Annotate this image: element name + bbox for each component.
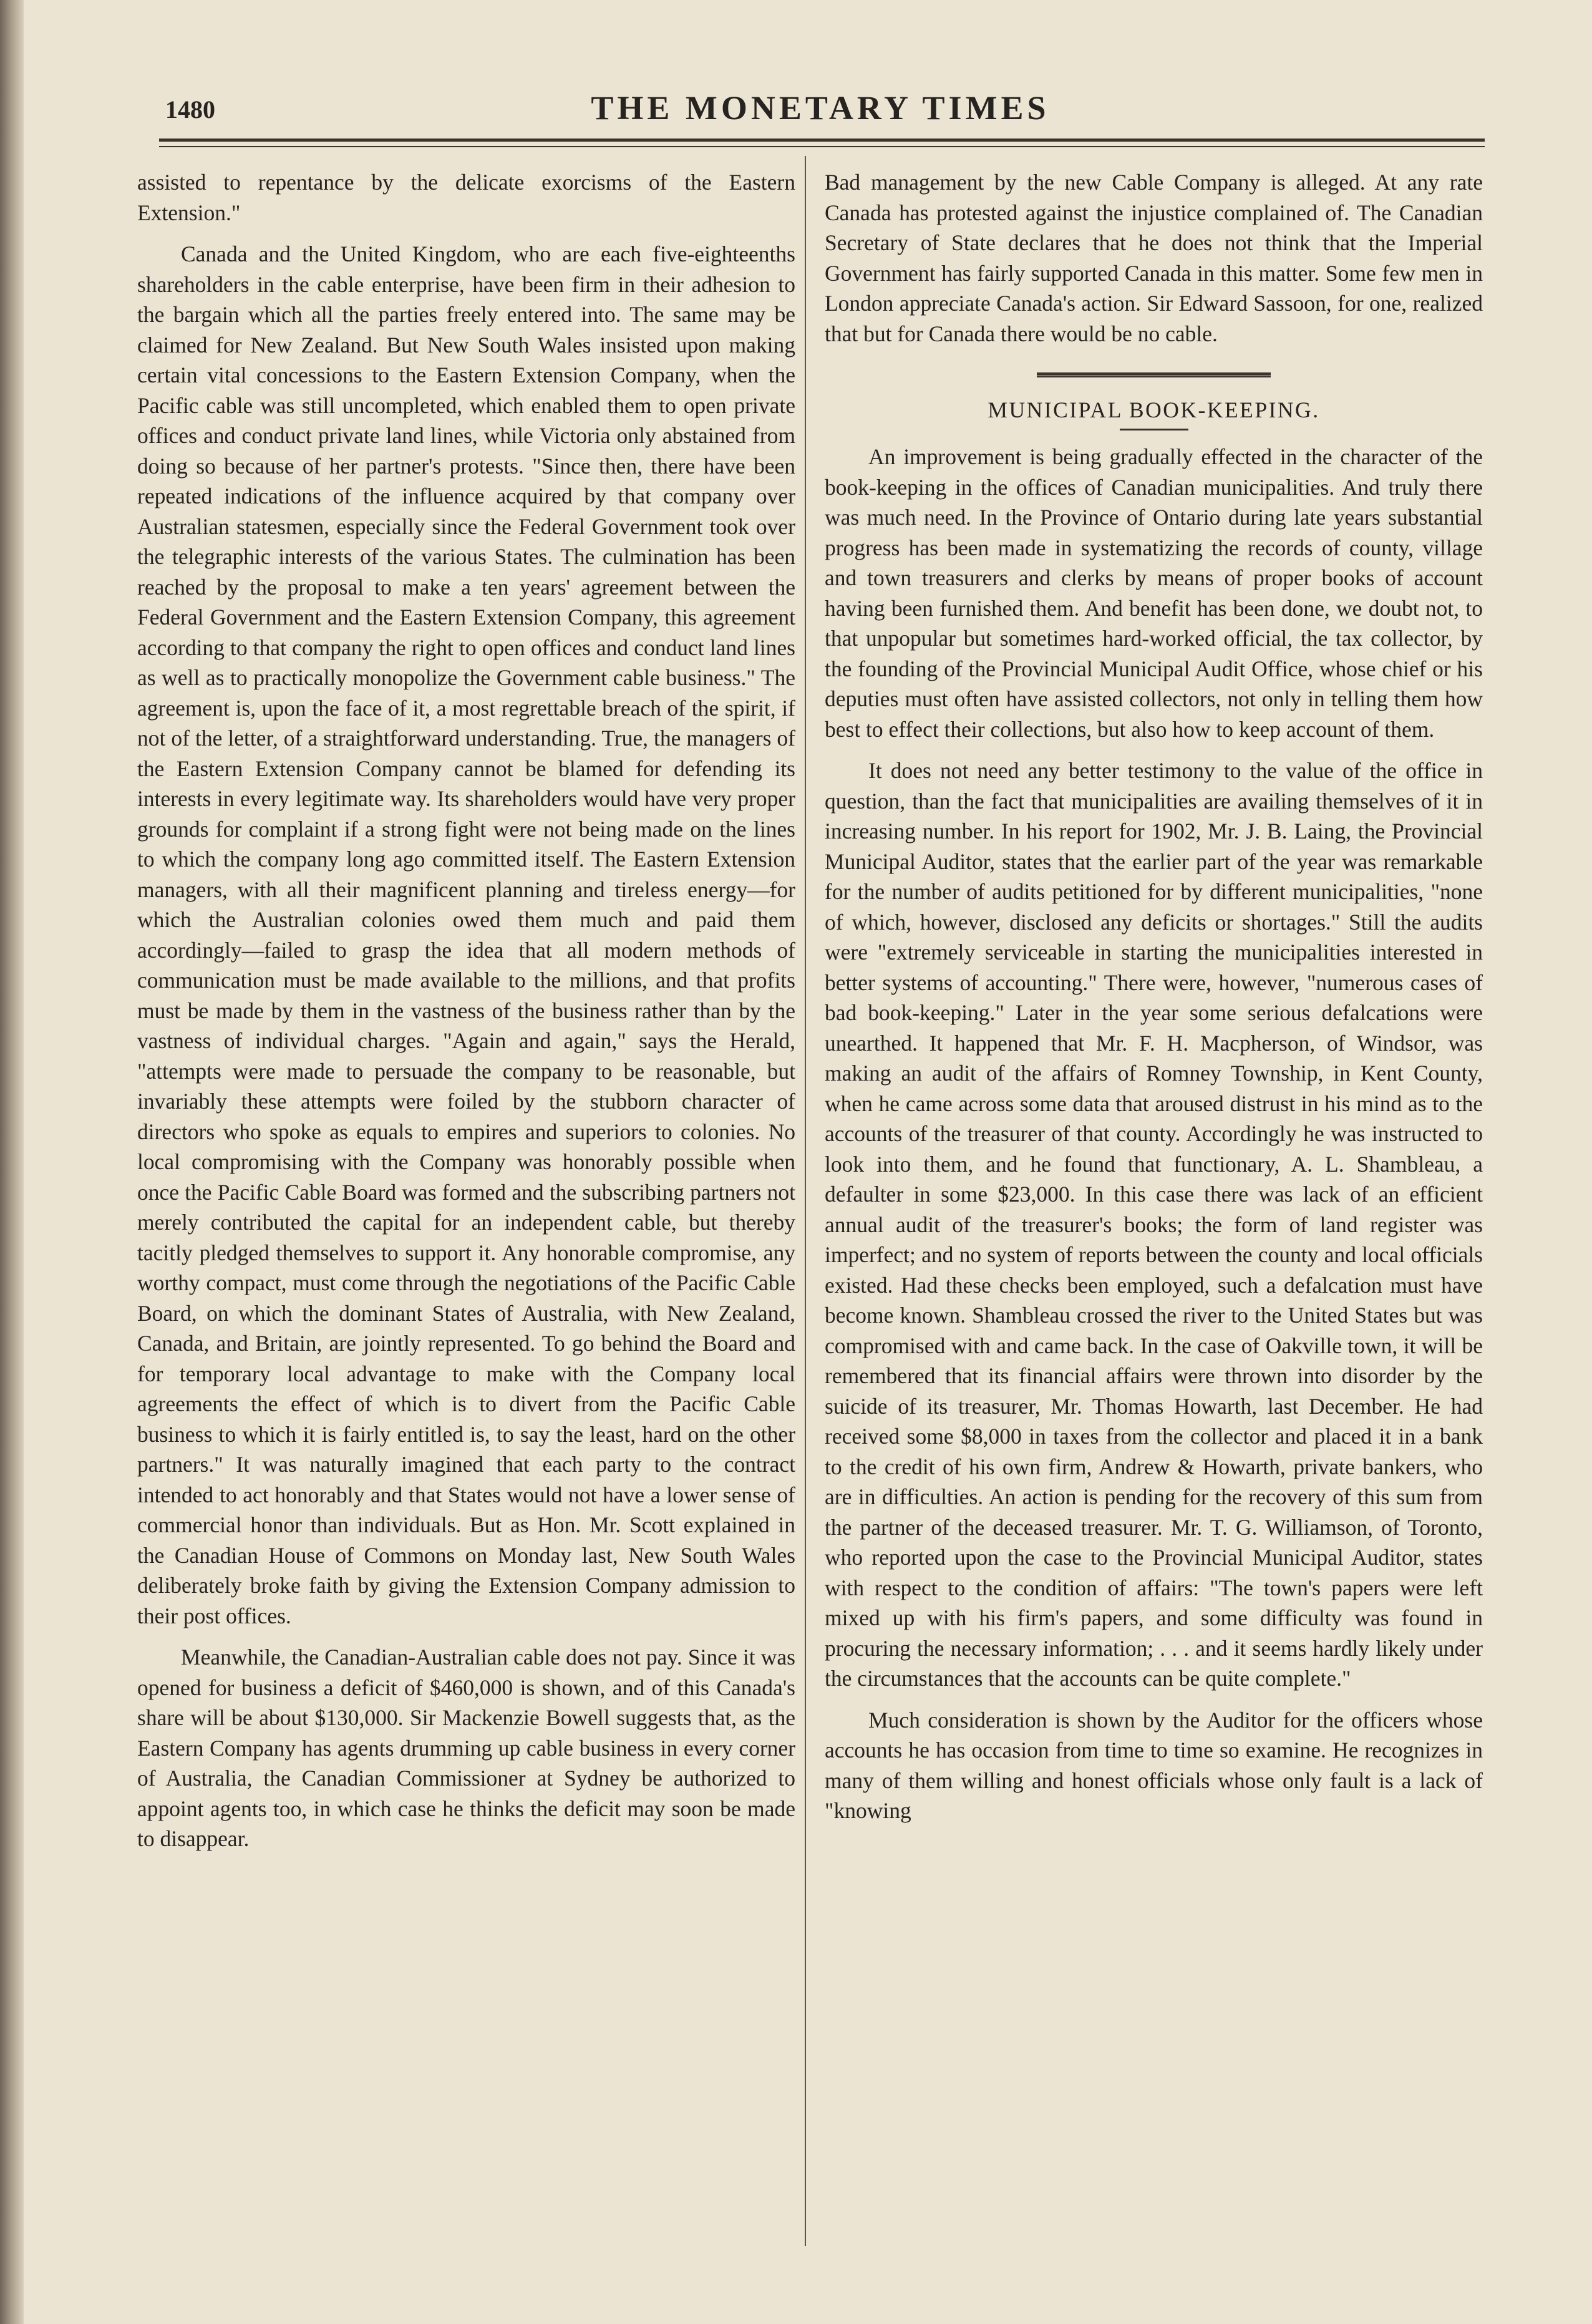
right-paragraph-1: An improvement is being gradually effected in the character of the book-keeping in the offices of Canadian municipalities. And truly there was much need. In the Province of Ontario during late years substantial progress has been made in systematizing the records of county, village and town treasurers and clerks by means of proper books of account having been furnished them. And benefit has been done, we doubt not, to that unpopular but sometimes hard-worked official, the tax collector, by the founding of the Provincial Municipal Audit Office, whose chief or his deputies must often have assisted collectors, not only in telling them how best to effect their collections, but also how to keep account of them. — [825, 444, 1483, 742]
section-heading: MUNICIPAL BOOK-KEEPING. — [988, 397, 1320, 422]
right-paragraph-2: It does not need any better testimony to the value of the office in question, than the fact that municipalities are availing themselves of it in increasing number. In his report for 1902, Mr. J. B. Laing, the Provincial Municipal Auditor, states that the earlier part of the year was remarkable for the number of audits petitioned for by different municipalities, "none of which, however, disclosed any deficits or shortages." Still the audits were "extremely serviceable in starting the municipalities interested in better systems of accounting." There were, however, "numerous cases of bad book-keeping." Later in the year some serious defalcations were unearthed. It happened that Mr. F. H. Macpherson, of Windsor, was making an audit of the affairs of Romney Township, in Kent County, when he came across some data that aroused distrust in his mind as to the accounts of the treasurer of that county. Accordingly he was instructed to look into them, and he found that functionary, A. L. Shambleau, a defaulter in some $23,000. In this case there was lack of an efficient annual audit of the treasurer's books; the form of land register was imperfect; and no system of reports between the county and local officials existed. Had these checks been employed, such a defalcation must have become known. Shambleau crossed the river to the United States but was compromised with and came back. In the case of Oakville town, it will be remembered that its financial affairs were thrown into disorder by the suicide of its treasurer, Mr. Thomas Howarth, last December. He had received some $8,000 in taxes from the collector and placed it in a bank to the credit of his own firm, Andrew & Howarth, private bankers, who are in difficulties. An action is pending for the recovery of this sum from the partner of the deceased treasurer. Mr. T. G. Williamson, of Toronto, who reported upon the case to the Provincial Municipal Auditor, states with respect to the condition of affairs: "The town's papers were left mixed up with his firm's papers, and some difficulty was found in procuring the necessary information; . . . and it seems hardly likely under the circumstances that the accounts can be quite complete." — [825, 758, 1483, 1691]
page-number: 1480 — [165, 95, 215, 124]
right-intro-paragraph: Bad management by the new Cable Company is alleged. At any rate Canada has protested against the injustice complained of. The Canadian Secretary of State declares that he does not think that the Imperial Government has fairly supported Canada in this matter. Some few men in London appreciate Canada's action. Sir Edward Sassoon, for one, realized that but for Canada there would be no cable. — [825, 170, 1483, 346]
section-divider-rule — [1037, 372, 1271, 377]
header-rule-thick — [159, 139, 1485, 142]
left-paragraph-1: assisted to repentance by the delicate exorcisms of the Eastern Extension." — [137, 170, 795, 225]
column-divider — [805, 156, 806, 2246]
left-paragraph-2: Canada and the United Kingdom, who are each five-eighteenths shareholders in the cable enterprise, have been firm in their adhesion to the bargain which all the parties freely entered into. The same may be claimed for New Zealand. But New South Wales insisted upon making certain vital concessions to the Eastern Extension Company, when the Pacific cable was still uncompleted, which enabled them to open private offices and conduct private land lines, while Victoria only abstained from doing so because of her partner's protests. "Since then, there have been repeated indications of the influence acquired by that company over Australian statesmen, especially since the Federal Government took over the telegraphic interests of the various States. The culmination has been reached by the proposal to make a ten years' agreement between the Federal Government and the Eastern Extension Company, this agreement according to that company the right to open offices and conduct land lines as well as to practically monopolize the Government cable business." The agreement is, upon the face of it, a most regrettable breach of the spirit, if not of the letter, of a straightforward understanding. True, the managers of the Eastern Extension Company cannot be blamed for defending its interests in every legitimate way. Its shareholders would have very proper grounds for complaint if a strong fight were not being made on the lines to which the company long ago committed itself. The Eastern Extension managers, with all their magnificent planning and tireless energy—for which the Australian colonies owed them much and paid them accordingly—failed to grasp the idea that all modern methods of communication must be made available to the millions, and that profits must be made by them in the vastness of the business rather than by the vastness of individual charges. "Again and again," says the Herald, "attempts were made to persuade the company to be reasonable, but invariably these attempts were foiled by the stubborn character of directors who spoke as equals to empires and superiors to colonies. No local compromising with the Company was honorably possible when once the Pacific Cable Board was formed and the subscribing partners not merely contributed the capital for an independent cable, but thereby tacitly pledged themselves to support it. Any honorable compromise, any worthy compact, must come through the negotiations of the Pacific Cable Board, on which the dominant States of Australia, with New Zealand, Canada, and Britain, are jointly represented. To go behind the Board and for temporary local advantage to make with the Company local agreements the effect of which is to divert from the Pacific Cable business to which it is fairly entitled is, to say the least, hard on the other partners." It was naturally imagined that each party to the contract intended to act honorably and that States would not have a lower sense of commercial honor than individuals. But as Hon. Mr. Scott explained in the Canadian House of Commons on Monday last, New South Wales deliberately broke faith by giving the Extension Company admission to their post offices. — [137, 241, 795, 1628]
right-column — [825, 167, 1483, 2245]
left-column — [137, 167, 795, 2245]
header-rule-thin — [159, 146, 1485, 147]
page-binding-edge — [0, 0, 24, 2324]
left-paragraph-3: Meanwhile, the Canadian-Australian cable does not pay. Since it was opened for business a deficit of $460,000 is shown, and of this Canada's share will be about $130,000. Sir Mackenzie Bowell suggests that, as the Eastern Company has agents drumming up cable business in every corner of Australia, the Canadian Commissioner at Sydney be authorized to appoint agents too, in which case he thinks the deficit may soon be made to disappear. — [137, 1645, 795, 1851]
masthead-title: THE MONETARY TIMES — [591, 89, 1050, 127]
right-paragraph-3: Much consideration is shown by the Auditor for the officers whose accounts he has occasion from time to time so examine. He recognizes in many of them willing and honest officials whose only fault is a lack of "knowing — [825, 1707, 1483, 1823]
page-header — [159, 87, 1482, 131]
heading-underline-rule — [1120, 429, 1188, 430]
